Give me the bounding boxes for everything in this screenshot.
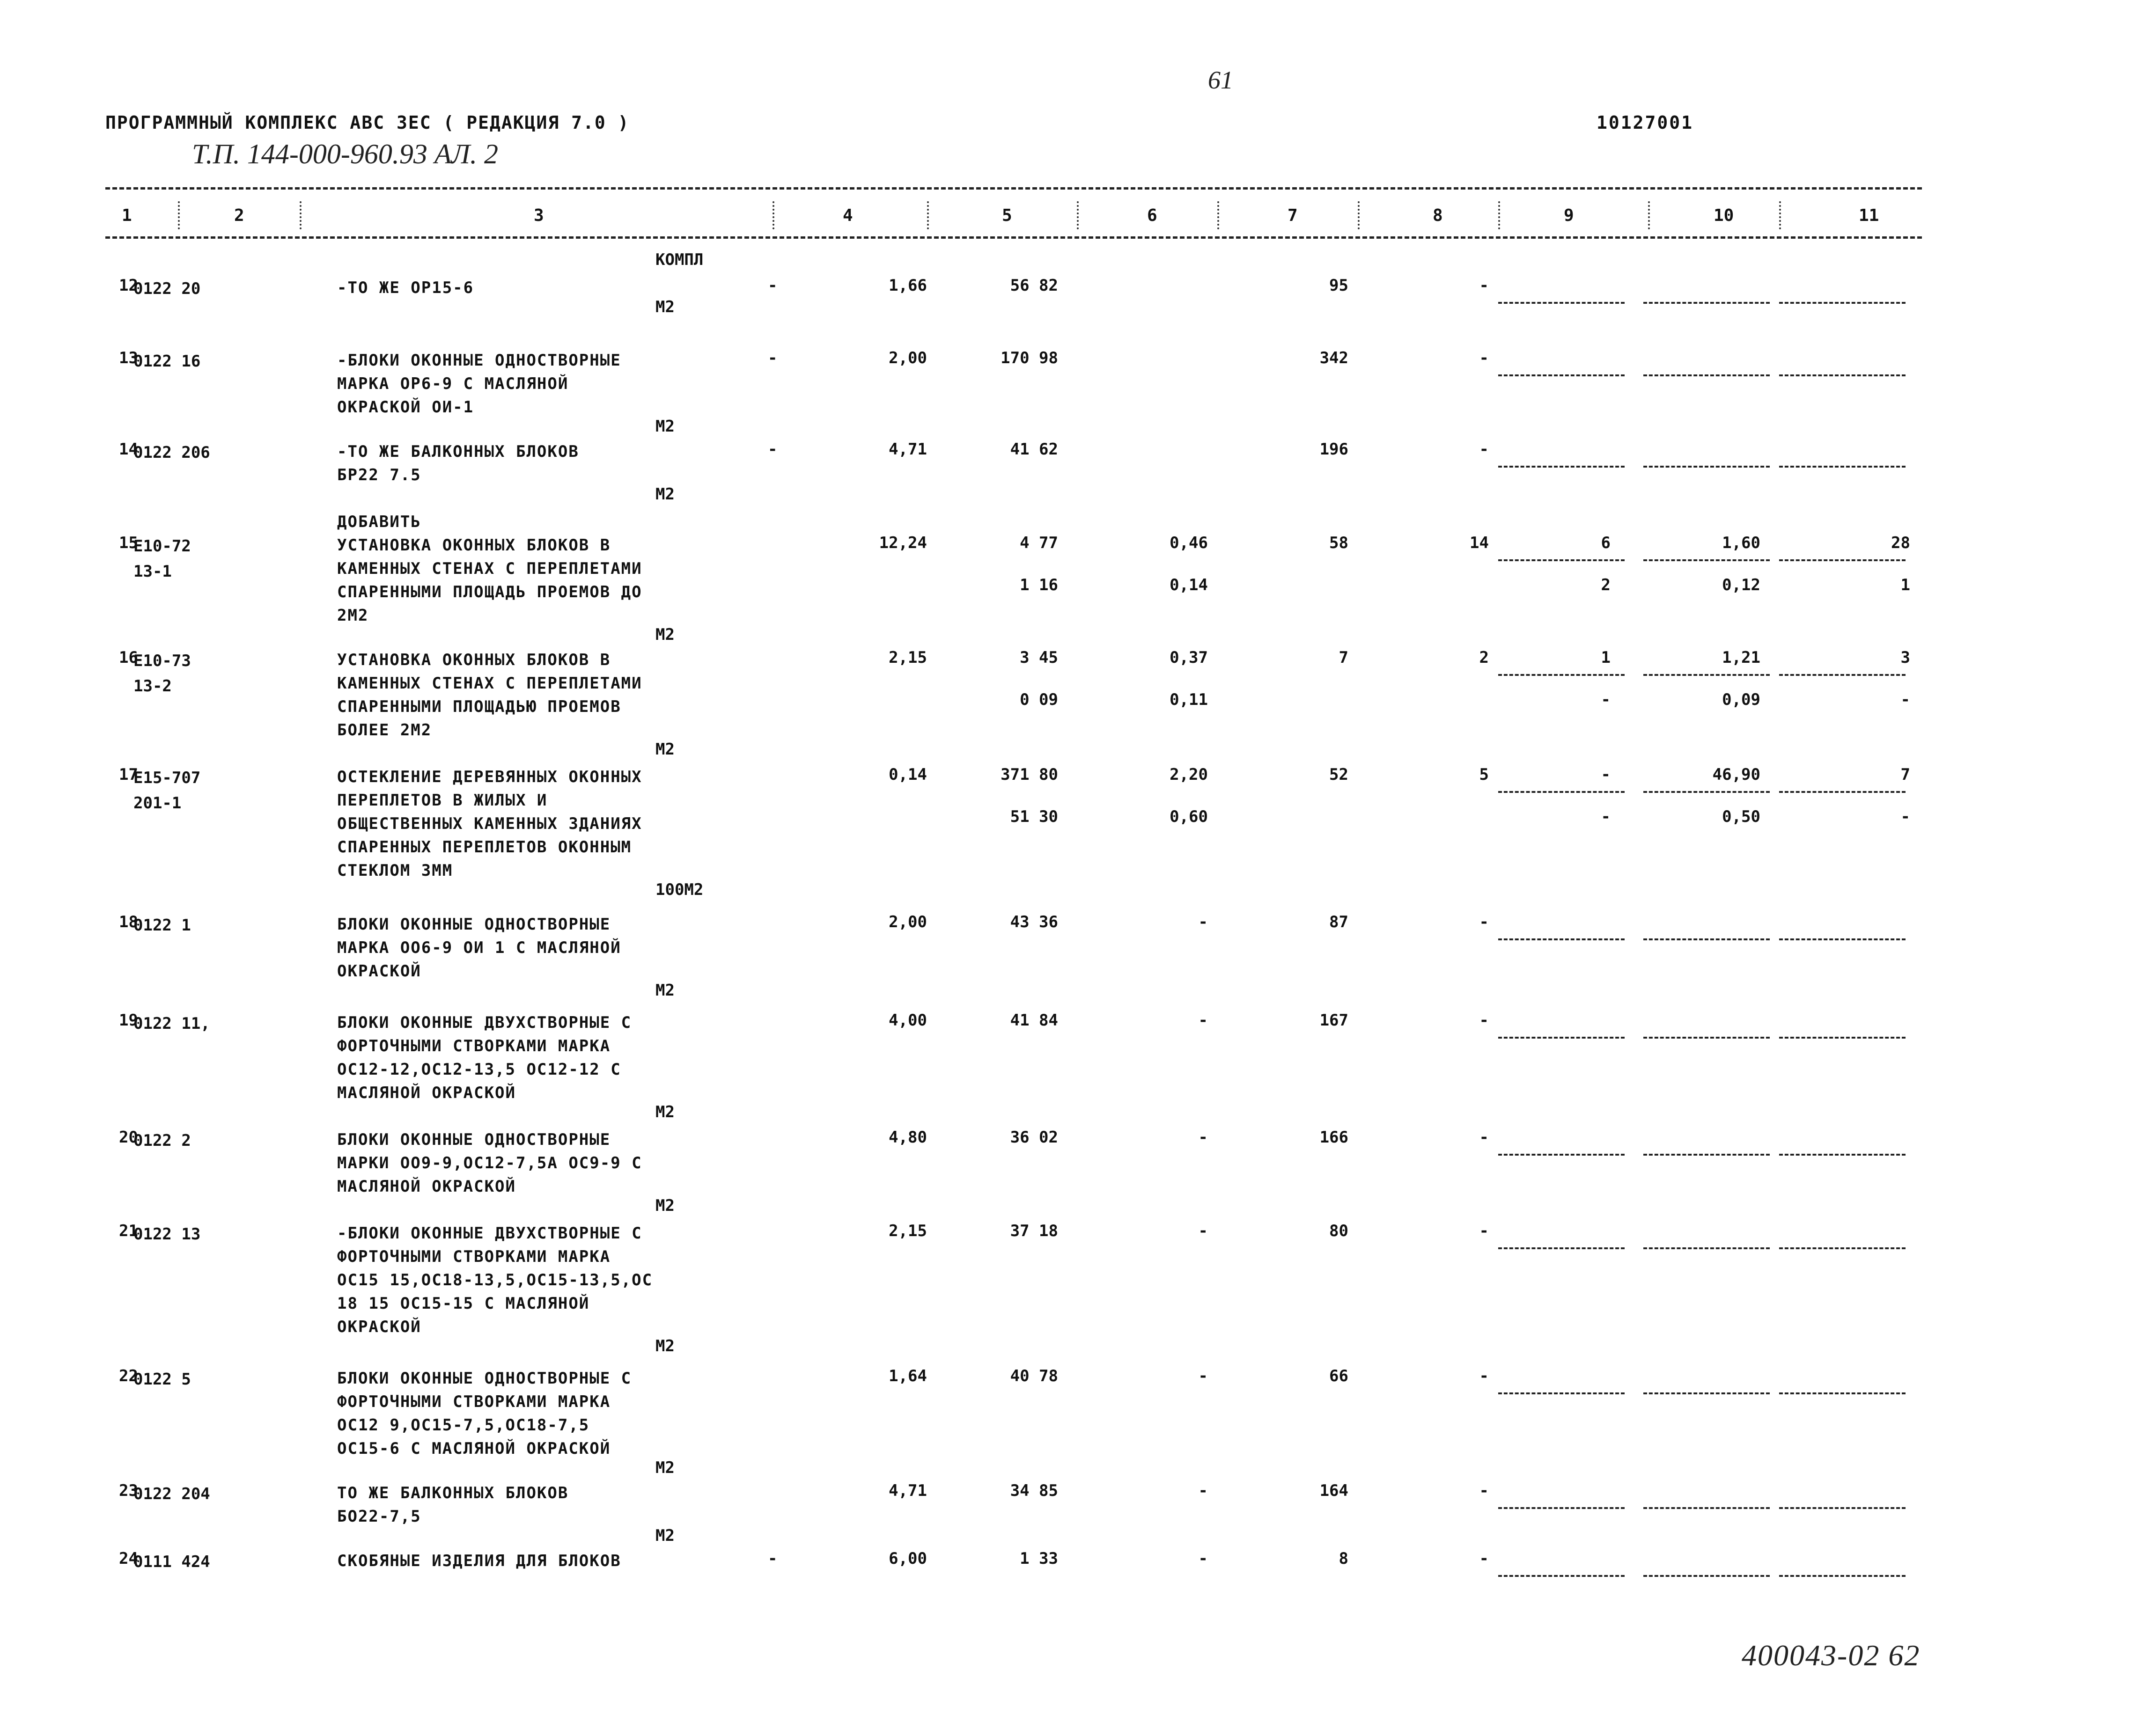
- column-separator: [1077, 201, 1079, 229]
- resource-code: 0122 5: [133, 1370, 191, 1389]
- resource-code: 0122 20: [133, 279, 201, 298]
- cell-dash-rule: [1779, 1154, 1906, 1156]
- cell-dash-rule: [1498, 1575, 1625, 1577]
- column-separator: [773, 201, 774, 229]
- program-header: ПРОГРАММНЫЙ КОМПЛЕКС АВС ЗЕС ( РЕДАКЦИЯ 7.0 ): [105, 112, 630, 133]
- row-number: 21: [119, 1222, 138, 1240]
- resource-code: 0122 11,: [133, 1014, 210, 1033]
- cell-dash-rule: [1779, 302, 1906, 304]
- row-number: 16: [119, 648, 138, 667]
- column-11-value: 7: [1900, 765, 1910, 784]
- row-number: 22: [119, 1367, 138, 1385]
- row-description: -БЛОКИ ОКОННЫЕ ОДНОСТВОРНЫЕ МАРКА ОР6-9 С МАСЛЯНОЙ ОКРАСКОЙ ОИ-1: [337, 351, 621, 417]
- cell-dash-rule: [1779, 1247, 1906, 1249]
- cell-dash-rule: [1643, 791, 1770, 793]
- machine-cost: -: [1198, 1128, 1208, 1147]
- resource-code: 0111 424: [133, 1553, 210, 1571]
- cell-dash-rule: [1779, 466, 1906, 468]
- unit-price: 56 82: [1010, 276, 1058, 295]
- column-number-7: 7: [1288, 206, 1298, 225]
- cell-dash-rule: [1779, 1037, 1906, 1039]
- row-description: -ТО ЖЕ ОР15-6: [337, 278, 474, 297]
- column-separator: [1217, 201, 1219, 229]
- cell-dash-rule: [1643, 374, 1770, 376]
- wages: -: [1479, 913, 1489, 931]
- page-number: 61: [1208, 66, 1233, 94]
- column-number-1: 1: [122, 206, 132, 225]
- resource-code: 0122 16: [133, 352, 201, 371]
- total-cost: 87: [1329, 913, 1348, 931]
- column-separator: [178, 201, 180, 229]
- column-separator: [927, 201, 929, 229]
- row-description: БЛОКИ ОКОННЫЕ ОДНОСТВОРНЫЕ МАРКА ОО6-9 ОИ 1 С МАСЛЯНОЙ ОКРАСКОЙ: [337, 915, 621, 981]
- column-9-value: 6: [1601, 534, 1611, 552]
- cell-dash-rule: [1779, 1507, 1906, 1509]
- cell-dash-rule: [1498, 1507, 1625, 1509]
- measure-unit: М2: [655, 417, 675, 436]
- quantity: 2,15: [889, 1222, 927, 1240]
- column-9-sub: 2: [1601, 576, 1611, 594]
- cell-dash-rule: [1779, 938, 1906, 940]
- unit-price-sub: 0 09: [1020, 690, 1058, 709]
- total-cost: 164: [1319, 1481, 1348, 1500]
- resource-code: 0122 1: [133, 916, 191, 935]
- quantity: 1,64: [889, 1367, 927, 1385]
- measure-unit: М2: [655, 298, 675, 316]
- cell-dash-rule: [1643, 1575, 1770, 1577]
- measure-unit: М2: [655, 485, 675, 504]
- total-cost: 52: [1329, 765, 1348, 784]
- row-description: СКОБЯНЫЕ ИЗДЕЛИЯ ДЛЯ БЛОКОВ: [337, 1552, 621, 1570]
- total-cost: 8: [1339, 1549, 1348, 1568]
- row-description: ТО ЖЕ БАЛКОННЫХ БЛОКОВ БО22-7,5: [337, 1484, 569, 1526]
- unit-price: 170 98: [1001, 349, 1058, 367]
- quantity: 4,00: [889, 1011, 927, 1030]
- cell-dash-rule: [1643, 1037, 1770, 1039]
- row-description: БЛОКИ ОКОННЫЕ ОДНОСТВОРНЫЕ МАРКИ ОО9-9,ОС12-7,5А ОС9-9 С МАСЛЯНОЙ ОКРАСКОЙ: [337, 1130, 642, 1196]
- column-3-dash: -: [768, 1549, 778, 1568]
- cell-dash-rule: [1779, 1575, 1906, 1577]
- table-top-rule: [105, 187, 1922, 190]
- machine-cost-sub: 0,11: [1170, 690, 1208, 709]
- row-number: 20: [119, 1128, 138, 1147]
- machine-cost-sub: 0,14: [1170, 576, 1208, 594]
- column-number-8: 8: [1433, 206, 1443, 225]
- row-number: 12: [119, 276, 138, 295]
- column-11-sub: -: [1900, 690, 1910, 709]
- quantity: 2,00: [889, 349, 927, 367]
- unit-price: 37 18: [1010, 1222, 1058, 1240]
- column-11-sub: 1: [1900, 576, 1910, 594]
- wages: -: [1479, 1481, 1489, 1500]
- row-number: 13: [119, 349, 138, 367]
- unit-price: 41 62: [1010, 440, 1058, 459]
- column-separator: [1648, 201, 1650, 229]
- total-cost: 7: [1339, 648, 1348, 667]
- measure-unit: М2: [655, 1337, 675, 1355]
- total-cost: 58: [1329, 534, 1348, 552]
- cell-dash-rule: [1498, 1247, 1625, 1249]
- wages: -: [1479, 1549, 1489, 1568]
- quantity: 2,00: [889, 913, 927, 931]
- column-number-9: 9: [1564, 206, 1574, 225]
- measure-unit: М2: [655, 1526, 675, 1545]
- column-10-sub: 0,12: [1722, 576, 1760, 594]
- unit-price: 34 85: [1010, 1481, 1058, 1500]
- handwritten-doc-ref: Т.П. 144-000-960.93 АЛ. 2: [192, 139, 498, 169]
- quantity: 4,80: [889, 1128, 927, 1147]
- cell-dash-rule: [1643, 1507, 1770, 1509]
- row-number: 17: [119, 765, 138, 784]
- measure-unit: 100М2: [655, 880, 704, 899]
- machine-cost: -: [1198, 1011, 1208, 1030]
- cell-dash-rule: [1643, 1392, 1770, 1394]
- cell-dash-rule: [1498, 1154, 1625, 1156]
- column-number-5: 5: [1002, 206, 1012, 225]
- column-separator: [1779, 201, 1781, 229]
- cell-dash-rule: [1498, 1037, 1625, 1039]
- quantity: 0,14: [889, 765, 927, 784]
- wages: -: [1479, 1222, 1489, 1240]
- row-number: 14: [119, 440, 138, 459]
- resource-code: Е15-707 201-1: [133, 769, 201, 813]
- column-11-sub: -: [1900, 807, 1910, 826]
- wages: -: [1479, 276, 1489, 295]
- machine-cost: 0,37: [1170, 648, 1208, 667]
- unit-price: 3 45: [1020, 648, 1058, 667]
- cell-dash-rule: [1779, 674, 1906, 676]
- column-separator: [300, 201, 302, 229]
- column-number-10: 10: [1714, 206, 1734, 225]
- row-number: 23: [119, 1481, 138, 1500]
- column-number-11: 11: [1859, 206, 1879, 225]
- unit-top-label: КОМПЛ: [655, 250, 704, 269]
- total-cost: 95: [1329, 276, 1348, 295]
- column-number-6: 6: [1147, 206, 1157, 225]
- cell-dash-rule: [1643, 466, 1770, 468]
- cell-dash-rule: [1779, 374, 1906, 376]
- table-header-rule: [105, 236, 1922, 239]
- quantity: 2,15: [889, 648, 927, 667]
- total-cost: 166: [1319, 1128, 1348, 1147]
- resource-code: Е10-73 13-2: [133, 652, 191, 696]
- machine-cost: -: [1198, 1222, 1208, 1240]
- column-number-4: 4: [843, 206, 853, 225]
- column-3-dash: -: [768, 276, 778, 295]
- column-11-value: 28: [1891, 534, 1910, 552]
- cell-dash-rule: [1498, 374, 1625, 376]
- unit-price-sub: 1 16: [1020, 576, 1058, 594]
- cell-dash-rule: [1643, 938, 1770, 940]
- column-9-value: -: [1601, 765, 1611, 784]
- machine-cost: -: [1198, 1549, 1208, 1568]
- machine-cost-sub: 0,60: [1170, 807, 1208, 826]
- row-number: 18: [119, 913, 138, 931]
- wages: -: [1479, 349, 1489, 367]
- row-description: -БЛОКИ ОКОННЫЕ ДВУХСТВОРНЫЕ С ФОРТОЧНЫМИ СТВОРКАМИ МАРКА ОС15 15,ОС18-13,5,ОС15-13,5,ОС 18 15 ОС15-15 С МАСЛЯНОЙ ОКРАСКОЙ: [337, 1224, 653, 1336]
- measure-unit: М2: [655, 625, 675, 644]
- unit-price: 371 80: [1001, 765, 1058, 784]
- resource-code: 0122 206: [133, 443, 210, 462]
- measure-unit: М2: [655, 1458, 675, 1477]
- cell-dash-rule: [1498, 674, 1625, 676]
- cell-dash-rule: [1779, 559, 1906, 561]
- cell-dash-rule: [1643, 1247, 1770, 1249]
- row-description: БЛОКИ ОКОННЫЕ ДВУХСТВОРНЫЕ С ФОРТОЧНЫМИ СТВОРКАМИ МАРКА ОС12-12,ОС12-13,5 ОС12-12 С МАСЛЯНОЙ ОКРАСКОЙ: [337, 1013, 632, 1102]
- cell-dash-rule: [1498, 938, 1625, 940]
- machine-cost: 2,20: [1170, 765, 1208, 784]
- unit-price: 41 84: [1010, 1011, 1058, 1030]
- machine-cost: -: [1198, 1367, 1208, 1385]
- unit-price: 1 33: [1020, 1549, 1058, 1568]
- column-9-sub: -: [1601, 690, 1611, 709]
- resource-code: 0122 204: [133, 1485, 210, 1503]
- row-description: -ТО ЖЕ БАЛКОННЫХ БЛОКОВ БР22 7.5: [337, 442, 579, 484]
- quantity: 12,24: [879, 534, 927, 552]
- cell-dash-rule: [1779, 1392, 1906, 1394]
- cell-dash-rule: [1643, 674, 1770, 676]
- column-separator: [1498, 201, 1500, 229]
- cell-dash-rule: [1498, 302, 1625, 304]
- row-description: УСТАНОВКА ОКОННЫХ БЛОКОВ В КАМЕННЫХ СТЕНАХ С ПЕРЕПЛЕТАМИ СПАРЕННЫМИ ПЛОЩАДЬЮ ПРОЕМОВ БОЛЕЕ 2М2: [337, 651, 642, 740]
- column-9-sub: -: [1601, 807, 1611, 826]
- column-3-dash: -: [768, 349, 778, 367]
- machine-cost: -: [1198, 913, 1208, 931]
- wages: 2: [1479, 648, 1489, 667]
- measure-unit: М2: [655, 1196, 675, 1215]
- measure-unit: М2: [655, 981, 675, 1000]
- row-description: БЛОКИ ОКОННЫЕ ОДНОСТВОРНЫЕ С ФОРТОЧНЫМИ СТВОРКАМИ МАРКА ОС12 9,ОС15-7,5,ОС18-7,5 ОС15-6 С МАСЛЯНОЙ ОКРАСКОЙ: [337, 1369, 632, 1458]
- column-11-value: 3: [1900, 648, 1910, 667]
- measure-unit: М2: [655, 740, 675, 759]
- quantity: 1,66: [889, 276, 927, 295]
- wages: -: [1479, 1128, 1489, 1147]
- document-id: 10127001: [1597, 112, 1694, 133]
- machine-cost: -: [1198, 1481, 1208, 1500]
- row-description: ДОБАВИТЬ УСТАНОВКА ОКОННЫХ БЛОКОВ В КАМЕННЫХ СТЕНАХ С ПЕРЕПЛЕТАМИ СПАРЕННЫМИ ПЛОЩАДЬ ПРОЕМОВ ДО 2М2: [337, 513, 642, 625]
- unit-price: 36 02: [1010, 1128, 1058, 1147]
- measure-unit: М2: [655, 1103, 675, 1121]
- quantity: 6,00: [889, 1549, 927, 1568]
- total-cost: 196: [1319, 440, 1348, 459]
- cell-dash-rule: [1498, 559, 1625, 561]
- cell-dash-rule: [1779, 791, 1906, 793]
- unit-price: 40 78: [1010, 1367, 1058, 1385]
- column-number-2: 2: [234, 206, 244, 225]
- quantity: 4,71: [889, 440, 927, 459]
- column-number-3: 3: [534, 206, 544, 225]
- machine-cost: 0,46: [1170, 534, 1208, 552]
- row-number: 24: [119, 1549, 138, 1568]
- cell-dash-rule: [1643, 559, 1770, 561]
- column-10-value: 46,90: [1712, 765, 1760, 784]
- total-cost: 66: [1329, 1367, 1348, 1385]
- cell-dash-rule: [1498, 791, 1625, 793]
- column-9-value: 1: [1601, 648, 1611, 667]
- wages: -: [1479, 1011, 1489, 1030]
- column-separator: [1358, 201, 1360, 229]
- handwritten-footer-mark: 400043-02 62: [1742, 1639, 1921, 1672]
- column-10-value: 1,60: [1722, 534, 1760, 552]
- cell-dash-rule: [1498, 466, 1625, 468]
- total-cost: 167: [1319, 1011, 1348, 1030]
- column-10-sub: 0,09: [1722, 690, 1760, 709]
- wages: -: [1479, 1367, 1489, 1385]
- cell-dash-rule: [1643, 302, 1770, 304]
- unit-price: 43 36: [1010, 913, 1058, 931]
- quantity: 4,71: [889, 1481, 927, 1500]
- column-10-sub: 0,50: [1722, 807, 1760, 826]
- resource-code: 0122 2: [133, 1131, 191, 1150]
- column-10-value: 1,21: [1722, 648, 1760, 667]
- row-description: ОСТЕКЛЕНИЕ ДЕРЕВЯННЫХ ОКОННЫХ ПЕРЕПЛЕТОВ В ЖИЛЫХ И ОБЩЕСТВЕННЫХ КАМЕННЫХ ЗДАНИЯХ СПАРЕННЫХ ПЕРЕПЛЕТОВ ОКОННЫМ СТЕКЛОМ 3ММ: [337, 768, 642, 880]
- unit-price-sub: 51 30: [1010, 807, 1058, 826]
- unit-price: 4 77: [1020, 534, 1058, 552]
- resource-code: Е10-72 13-1: [133, 537, 191, 581]
- wages: 5: [1479, 765, 1489, 784]
- total-cost: 80: [1329, 1222, 1348, 1240]
- total-cost: 342: [1319, 349, 1348, 367]
- wages: -: [1479, 440, 1489, 459]
- cell-dash-rule: [1498, 1392, 1625, 1394]
- row-number: 19: [119, 1011, 138, 1030]
- row-number: 15: [119, 534, 138, 552]
- wages: 14: [1470, 534, 1489, 552]
- cell-dash-rule: [1643, 1154, 1770, 1156]
- resource-code: 0122 13: [133, 1225, 201, 1244]
- column-3-dash: -: [768, 440, 778, 459]
